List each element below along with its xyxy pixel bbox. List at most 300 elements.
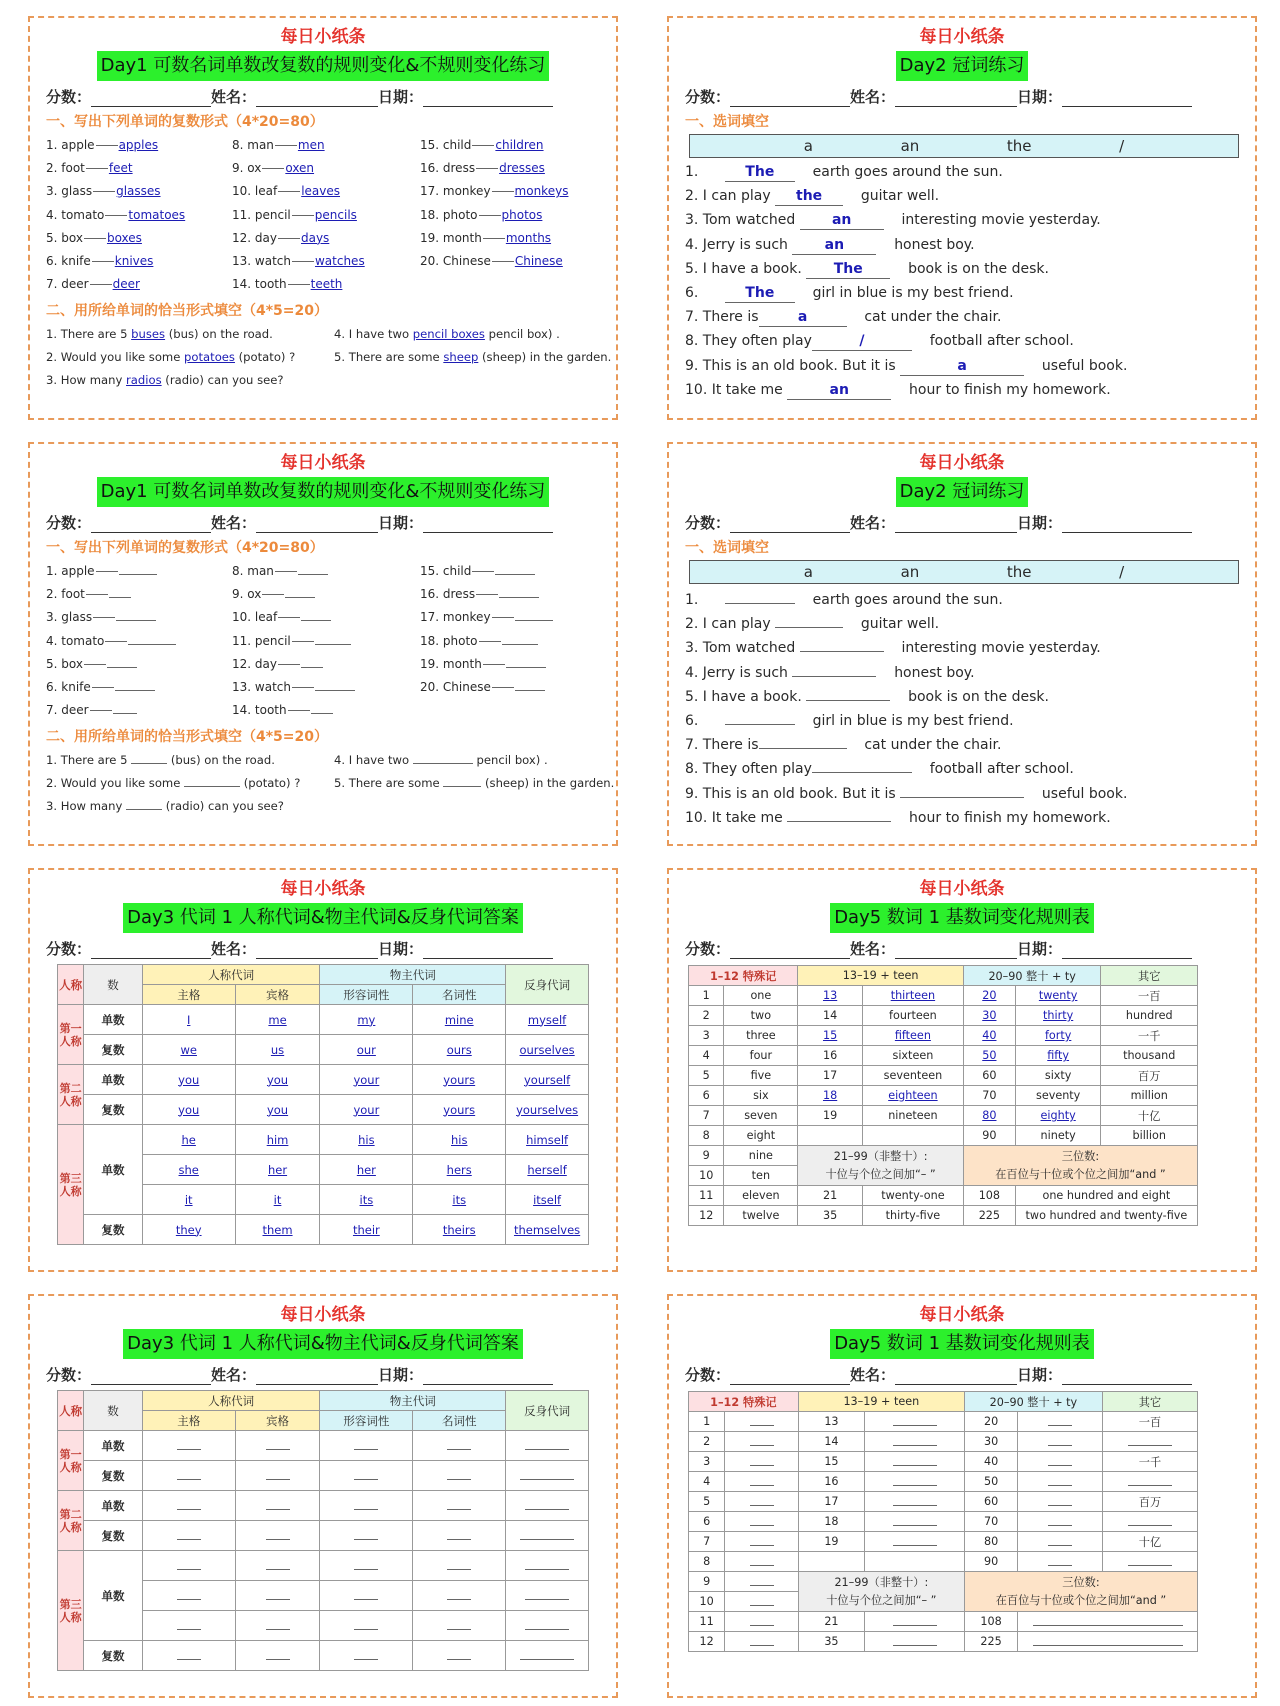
name-field[interactable] xyxy=(895,89,1017,107)
blank-cell[interactable] xyxy=(506,1491,589,1521)
article-item[interactable]: 6. girl in blue is my best friend. xyxy=(685,707,1239,731)
word-item[interactable]: 10. leaf xyxy=(232,606,420,629)
blank-cell[interactable] xyxy=(413,1461,506,1491)
card-header: 每日小纸条 xyxy=(919,1305,1005,1325)
table-row xyxy=(58,1551,589,1581)
date-field[interactable] xyxy=(1062,941,1192,959)
blank-cell[interactable] xyxy=(1018,1412,1103,1432)
name-field[interactable] xyxy=(256,515,378,533)
blank-cell[interactable] xyxy=(235,1581,320,1611)
blank-cell[interactable] xyxy=(142,1611,235,1641)
day2-blank-card xyxy=(667,442,1257,846)
cell: your xyxy=(320,1065,413,1095)
cell: us xyxy=(235,1035,320,1065)
word-item[interactable]: 16. dress xyxy=(420,583,596,606)
blank-cell[interactable] xyxy=(1018,1632,1198,1652)
blank-cell[interactable] xyxy=(725,1492,798,1512)
blank-cell[interactable] xyxy=(320,1521,413,1551)
blank-cell[interactable] xyxy=(506,1461,589,1491)
blank-cell[interactable] xyxy=(320,1461,413,1491)
blank-cell[interactable] xyxy=(725,1432,798,1452)
blank-cell[interactable] xyxy=(725,1532,798,1552)
blank-cell[interactable] xyxy=(865,1492,965,1512)
article-item[interactable]: 7. There is cat under the chair. xyxy=(685,731,1239,755)
cell: herself xyxy=(506,1155,589,1185)
blank-cell[interactable] xyxy=(1018,1492,1103,1512)
card-header: 每日小纸条 xyxy=(280,1305,366,1325)
word-item[interactable]: 20. Chinese xyxy=(420,676,596,699)
score-field[interactable] xyxy=(730,1367,850,1385)
blank-cell[interactable] xyxy=(865,1612,965,1632)
cell: their xyxy=(320,1215,413,1245)
blank-cell[interactable] xyxy=(506,1521,589,1551)
cell: you xyxy=(142,1065,235,1095)
blank-cell[interactable] xyxy=(413,1551,506,1581)
blank-cell[interactable] xyxy=(725,1452,798,1472)
score-label: 分数： xyxy=(685,1366,731,1384)
h-person: 人称 xyxy=(58,965,84,1005)
blank-cell[interactable] xyxy=(1018,1432,1103,1452)
h-subj: 主格 xyxy=(142,985,235,1005)
card-title: Day5 数词 1 基数词变化规则表 xyxy=(830,903,1094,933)
num-label: 单数 xyxy=(84,1491,143,1521)
p1-label: 第一人称 xyxy=(58,1005,84,1065)
cell: she xyxy=(142,1155,235,1185)
name-field[interactable] xyxy=(895,941,1017,959)
score-field[interactable] xyxy=(730,941,850,959)
blank-cell[interactable] xyxy=(1018,1452,1103,1472)
table-row: 7 seven 19 nineteen 80 eighty 十亿 xyxy=(689,1106,1198,1126)
table-row: 11 eleven 21 twenty-one 108 one hundred and eight xyxy=(689,1186,1198,1206)
blank-cell[interactable] xyxy=(142,1431,235,1461)
blank-cell[interactable] xyxy=(1102,1472,1197,1492)
blank-cell[interactable] xyxy=(1102,1432,1197,1452)
h-personal: 人称代词 xyxy=(142,1391,320,1411)
cell: me xyxy=(235,1005,320,1035)
cell: ours xyxy=(413,1035,506,1065)
word-item: 12. day days xyxy=(232,230,330,245)
num-label: 单数 xyxy=(84,1551,143,1641)
blank-cell[interactable] xyxy=(725,1552,798,1572)
name-label: 姓名： xyxy=(211,88,257,106)
plural-word-grid xyxy=(46,560,600,722)
blank-cell[interactable] xyxy=(413,1641,506,1671)
date-field[interactable] xyxy=(1062,515,1192,533)
name-label: 姓名： xyxy=(211,940,257,958)
cell: you xyxy=(142,1095,235,1125)
p3-label: 第三人称 xyxy=(58,1551,84,1671)
article-item[interactable]: 4. Jerry is such honest boy. xyxy=(685,659,1239,683)
blank-cell[interactable] xyxy=(725,1612,798,1632)
blank-cell[interactable] xyxy=(506,1431,589,1461)
card-header: 每日小纸条 xyxy=(280,879,366,899)
blank-cell[interactable] xyxy=(1018,1532,1103,1552)
card-title: Day5 数词 1 基数词变化规则表 xyxy=(830,1329,1094,1359)
word-item: 1. apple apples xyxy=(46,138,159,152)
cell: mine xyxy=(413,1005,506,1035)
card-header: 每日小纸条 xyxy=(280,453,366,473)
blank-cell[interactable] xyxy=(1018,1512,1103,1532)
blank-cell[interactable] xyxy=(142,1551,235,1581)
word-item: 13. watch watches xyxy=(232,253,365,268)
blank-cell[interactable] xyxy=(413,1611,506,1641)
article-item: 8. They often play / football after school. xyxy=(685,333,1074,350)
blank-cell[interactable] xyxy=(413,1491,506,1521)
blank-cell[interactable] xyxy=(235,1491,320,1521)
blank-cell[interactable] xyxy=(235,1461,320,1491)
table-row xyxy=(58,1005,589,1035)
h-13-19: 13–19 + teen xyxy=(798,966,964,986)
table-row xyxy=(58,1491,589,1521)
score-label: 分数： xyxy=(685,514,731,532)
cell: you xyxy=(235,1065,320,1095)
score-label: 分数： xyxy=(685,940,731,958)
table-row xyxy=(58,1095,589,1125)
word-item[interactable]: 17. monkey xyxy=(420,606,596,629)
h-13-19: 13–19 + teen xyxy=(798,1392,964,1412)
date-field[interactable] xyxy=(423,1367,553,1385)
cell: ourselves xyxy=(506,1035,589,1065)
cell: they xyxy=(142,1215,235,1245)
numeral-table xyxy=(688,965,1198,1226)
blank-cell[interactable] xyxy=(235,1611,320,1641)
blank-cell[interactable] xyxy=(865,1512,965,1532)
blank-cell[interactable] xyxy=(725,1412,798,1432)
word-item[interactable]: 13. watch xyxy=(232,676,420,699)
score-row xyxy=(46,85,600,107)
blank-cell[interactable] xyxy=(1102,1552,1197,1572)
blank-cell[interactable] xyxy=(865,1472,965,1492)
article-item[interactable]: 5. I have a book. book is on the desk. xyxy=(685,683,1239,707)
choice-none: / xyxy=(1119,563,1125,581)
score-label: 分数： xyxy=(46,514,92,532)
blank-cell[interactable] xyxy=(506,1581,589,1611)
cell: it xyxy=(142,1185,235,1215)
article-item: 2. I can play the guitar well. xyxy=(685,188,940,205)
blank-cell[interactable] xyxy=(320,1581,413,1611)
table-row: 5 17 60 百万 xyxy=(689,1492,1198,1512)
blank-cell[interactable] xyxy=(320,1491,413,1521)
section-1-heading: 一、写出下列单词的复数形式（4*20=80） xyxy=(46,114,324,130)
h-num: 数 xyxy=(84,1391,143,1431)
score-field[interactable] xyxy=(91,515,211,533)
word-item: 8. man men xyxy=(232,138,325,152)
blank-cell[interactable] xyxy=(1018,1612,1198,1632)
word-item: 20. Chinese Chinese xyxy=(420,253,563,268)
blank-cell[interactable] xyxy=(320,1551,413,1581)
word-item[interactable]: 7. deer xyxy=(46,699,232,722)
word-item[interactable]: 15. child xyxy=(420,560,596,583)
h-1-12: 1–12 特殊记 xyxy=(689,966,798,986)
article-item[interactable]: 9. This is an old book. But it is useful book. xyxy=(685,780,1239,804)
word-item: 5. box boxes xyxy=(46,230,142,245)
word-item: 16. dress dresses xyxy=(420,161,545,176)
day3-answer-card xyxy=(28,868,618,1272)
word-item: 10. leaf leaves xyxy=(232,184,341,199)
name-field[interactable] xyxy=(256,89,378,107)
blank-cell[interactable] xyxy=(725,1572,798,1592)
article-item[interactable]: 1. earth goes around the sun. xyxy=(685,586,1239,610)
choice-bar xyxy=(689,560,1239,584)
h-20-90: 20–90 整十 + ty xyxy=(963,966,1101,986)
choice-the: the xyxy=(1006,563,1032,581)
num-label: 单数 xyxy=(84,1065,143,1095)
table-row: 5 five 17 seventeen 60 sixty 百万 xyxy=(689,1066,1198,1086)
word-item[interactable]: 4. tomato xyxy=(46,630,232,653)
name-field[interactable] xyxy=(895,515,1017,533)
day5-answer-card xyxy=(667,868,1257,1272)
blank-cell[interactable] xyxy=(413,1581,506,1611)
blank-cell[interactable] xyxy=(142,1461,235,1491)
name-label: 姓名： xyxy=(850,88,896,106)
table-row: 3 three 15 fifteen 40 forty 一千 xyxy=(689,1026,1198,1046)
score-row xyxy=(46,937,600,959)
blank-cell[interactable] xyxy=(725,1512,798,1532)
cell: his xyxy=(320,1125,413,1155)
word-item[interactable]: 3. glass xyxy=(46,606,232,629)
table-row: 12 35 225 xyxy=(689,1632,1198,1652)
section-2-heading: 二、用所给单词的恰当形式填空（4*5=20） xyxy=(46,303,329,320)
card-title: Day1 可数名词单数改复数的规则变化&不规则变化练习 xyxy=(97,477,550,507)
fill-item[interactable]: 3. How many (radio) can you see? xyxy=(46,799,284,814)
cell: itself xyxy=(506,1185,589,1215)
word-item: 19. month months xyxy=(420,230,552,245)
article-item: 9. This is an old book. But it is a useful book. xyxy=(685,357,1128,374)
choice-an: an xyxy=(900,563,920,581)
score-field[interactable] xyxy=(91,941,211,959)
score-row xyxy=(685,85,1239,107)
fill-item[interactable]: 4. I have two pencil box) . xyxy=(334,753,548,768)
word-item[interactable]: 8. man xyxy=(232,560,420,583)
blank-cell[interactable] xyxy=(1018,1552,1103,1572)
score-row xyxy=(46,1363,600,1385)
blank-cell[interactable] xyxy=(320,1431,413,1461)
p2-label: 第二人称 xyxy=(58,1065,84,1125)
table-row: 12 twelve 35 thirty-five 225 two hundred and twenty-five xyxy=(689,1206,1198,1226)
h-refl: 反身代词 xyxy=(506,965,589,1005)
num-label: 复数 xyxy=(84,1461,143,1491)
cell: theirs xyxy=(413,1215,506,1245)
card-header: 每日小纸条 xyxy=(919,879,1005,899)
article-item[interactable]: 10. It take me hour to finish my homework. xyxy=(685,804,1239,828)
score-field[interactable] xyxy=(91,1367,211,1385)
h-1-12: 1–12 特殊记 xyxy=(689,1392,799,1412)
date-field[interactable] xyxy=(423,941,553,959)
article-list xyxy=(685,160,1239,402)
word-item: 2. foot feet xyxy=(46,161,133,176)
blank-cell[interactable] xyxy=(725,1632,798,1652)
cell: our xyxy=(320,1035,413,1065)
cell: myself xyxy=(506,1005,589,1035)
num-label: 复数 xyxy=(84,1035,143,1065)
note-hundreds: 三位数: 在百位与十位或个位之间加“and ” xyxy=(963,1146,1197,1186)
fill-item: 4. I have two pencil boxes pencil box) . xyxy=(334,327,560,342)
cell: yours xyxy=(413,1065,506,1095)
table-row: 2 14 30 xyxy=(689,1432,1198,1452)
word-item[interactable]: 2. foot xyxy=(46,583,232,606)
day2-answer-card xyxy=(667,16,1257,420)
blank-cell[interactable] xyxy=(865,1432,965,1452)
p2-label: 第二人称 xyxy=(58,1491,84,1551)
fill-item[interactable]: 2. Would you like some (potato) ? xyxy=(46,776,301,791)
name-field[interactable] xyxy=(256,941,378,959)
cell: it xyxy=(235,1185,320,1215)
blank-cell[interactable] xyxy=(865,1452,965,1472)
article-item[interactable]: 8. They often play football after school. xyxy=(685,755,1239,779)
word-item[interactable]: 6. knife xyxy=(46,676,232,699)
date-field[interactable] xyxy=(423,515,553,533)
day1-blank-card xyxy=(28,442,618,846)
blank-cell[interactable] xyxy=(506,1641,589,1671)
fill-item: 2. Would you like some potatoes (potato) ? xyxy=(46,350,296,365)
day3-blank-card xyxy=(28,1294,618,1698)
h-obj: 宾格 xyxy=(235,1411,320,1431)
choice-bar xyxy=(689,134,1239,158)
day1-answer-card xyxy=(28,16,618,420)
table-row: 10 ten xyxy=(689,1166,1198,1186)
word-item: 17. monkey monkeys xyxy=(420,184,569,199)
h-num: 数 xyxy=(84,965,143,1005)
card-title: Day2 冠词练习 xyxy=(896,51,1029,81)
word-item[interactable]: 14. tooth xyxy=(232,699,420,722)
num-label: 复数 xyxy=(84,1641,143,1671)
date-label: 日期： xyxy=(378,1366,424,1384)
table-row xyxy=(58,1035,589,1065)
score-field[interactable] xyxy=(91,89,211,107)
blank-cell[interactable] xyxy=(506,1551,589,1581)
blank-cell[interactable] xyxy=(320,1641,413,1671)
word-item[interactable]: 18. photo xyxy=(420,630,596,653)
table-row xyxy=(58,1215,589,1245)
h-other: 其它 xyxy=(1101,966,1198,986)
word-item: 4. tomato tomatoes xyxy=(46,207,186,222)
table-row: 4 four 16 sixteen 50 fifty thousand xyxy=(689,1046,1198,1066)
blank-cell[interactable] xyxy=(506,1611,589,1641)
word-item[interactable]: 1. apple xyxy=(46,560,232,583)
cell: yours xyxy=(413,1095,506,1125)
word-item: 15. child children xyxy=(420,138,544,152)
cell: him xyxy=(235,1125,320,1155)
date-field[interactable] xyxy=(1062,1367,1192,1385)
score-label: 分数： xyxy=(685,88,731,106)
word-item[interactable]: 12. day xyxy=(232,653,420,676)
card-header: 每日小纸条 xyxy=(280,27,366,47)
blank-cell[interactable] xyxy=(235,1431,320,1461)
cell: himself xyxy=(506,1125,589,1155)
card-header: 每日小纸条 xyxy=(919,453,1005,473)
word-item[interactable]: 9. ox xyxy=(232,583,420,606)
blank-cell[interactable] xyxy=(413,1521,506,1551)
name-label: 姓名： xyxy=(850,1366,896,1384)
p3-label: 第三人称 xyxy=(58,1125,84,1245)
fill-blank-grid xyxy=(46,323,612,392)
p1-label: 第一人称 xyxy=(58,1431,84,1491)
article-item: 10. It take me an hour to finish my homework. xyxy=(685,381,1111,398)
name-label: 姓名： xyxy=(850,514,896,532)
card-title: Day1 可数名词单数改复数的规则变化&不规则变化练习 xyxy=(97,51,550,81)
fill-item[interactable]: 1. There are 5 (bus) on the road. xyxy=(46,753,275,768)
blank-cell[interactable] xyxy=(1018,1472,1103,1492)
blank-cell[interactable] xyxy=(1102,1512,1197,1532)
table-row: 1 13 20 一百 xyxy=(689,1412,1198,1432)
article-item[interactable]: 3. Tom watched interesting movie yesterday. xyxy=(685,634,1239,658)
h-poss: 物主代词 xyxy=(320,965,506,985)
date-field[interactable] xyxy=(423,89,553,107)
name-field[interactable] xyxy=(256,1367,378,1385)
num-label: 复数 xyxy=(84,1095,143,1125)
h-personal: 人称代词 xyxy=(142,965,320,985)
article-item[interactable]: 2. I can play guitar well. xyxy=(685,610,1239,634)
blank-cell[interactable] xyxy=(320,1611,413,1641)
cell: your xyxy=(320,1095,413,1125)
blank-cell[interactable] xyxy=(235,1641,320,1671)
cell: we xyxy=(142,1035,235,1065)
h-adj: 形容词性 xyxy=(320,985,413,1005)
blank-cell[interactable] xyxy=(413,1431,506,1461)
article-item: 3. Tom watched an interesting movie yesterday. xyxy=(685,212,1101,229)
cell: my xyxy=(320,1005,413,1035)
cell: yourselves xyxy=(506,1095,589,1125)
table-row: 6 six 18 eighteen 70 seventy million xyxy=(689,1086,1198,1106)
blank-cell[interactable] xyxy=(865,1632,965,1652)
h-refl: 反身代词 xyxy=(506,1391,589,1431)
word-item[interactable]: 11. pencil xyxy=(232,630,420,653)
blank-cell[interactable] xyxy=(142,1491,235,1521)
date-label: 日期： xyxy=(1017,88,1063,106)
date-field[interactable] xyxy=(1062,89,1192,107)
table-row xyxy=(58,1065,589,1095)
table-row: 11 21 108 xyxy=(689,1612,1198,1632)
blank-cell[interactable] xyxy=(142,1581,235,1611)
blank-cell[interactable] xyxy=(142,1521,235,1551)
fill-item[interactable]: 5. There are some (sheep) in the garden. xyxy=(334,776,615,791)
h-20-90: 20–90 整十 + ty xyxy=(964,1392,1102,1412)
score-field[interactable] xyxy=(730,89,850,107)
name-field[interactable] xyxy=(895,1367,1017,1385)
blank-cell[interactable] xyxy=(725,1472,798,1492)
word-item: 3. glass glasses xyxy=(46,184,161,199)
table-row xyxy=(58,1521,589,1551)
choice-the: the xyxy=(1006,137,1032,155)
score-field[interactable] xyxy=(730,515,850,533)
word-item[interactable]: 19. month xyxy=(420,653,596,676)
blank-cell[interactable] xyxy=(235,1551,320,1581)
blank-cell[interactable] xyxy=(865,1412,965,1432)
article-list xyxy=(685,586,1239,828)
h-noun: 名词性 xyxy=(413,985,506,1005)
num-label: 复数 xyxy=(84,1521,143,1551)
score-row xyxy=(685,511,1239,533)
word-item: 11. pencil pencils xyxy=(232,207,357,222)
h-adj: 形容词性 xyxy=(320,1411,413,1431)
date-label: 日期： xyxy=(378,514,424,532)
fill-item: 1. There are 5 buses (bus) on the road. xyxy=(46,327,273,342)
word-item[interactable]: 5. box xyxy=(46,653,232,676)
blank-cell[interactable] xyxy=(235,1521,320,1551)
choice-a: a xyxy=(803,563,813,581)
card-title: Day2 冠词练习 xyxy=(896,477,1029,507)
note-tens: 21–99（非整十）: 十位与个位之间加“– ” xyxy=(798,1572,964,1612)
blank-cell[interactable] xyxy=(865,1532,965,1552)
blank-cell[interactable] xyxy=(142,1641,235,1671)
word-item: 9. ox oxen xyxy=(232,161,315,176)
table-row: 8 90 xyxy=(689,1552,1198,1572)
blank-cell[interactable] xyxy=(725,1592,798,1612)
score-row xyxy=(46,511,600,533)
table-row: 2 two 14 fourteen 30 thirty hundred xyxy=(689,1006,1198,1026)
article-item: 6. The girl in blue is my best friend. xyxy=(685,284,1014,301)
article-item: 5. I have a book. The book is on the desk. xyxy=(685,260,1049,277)
